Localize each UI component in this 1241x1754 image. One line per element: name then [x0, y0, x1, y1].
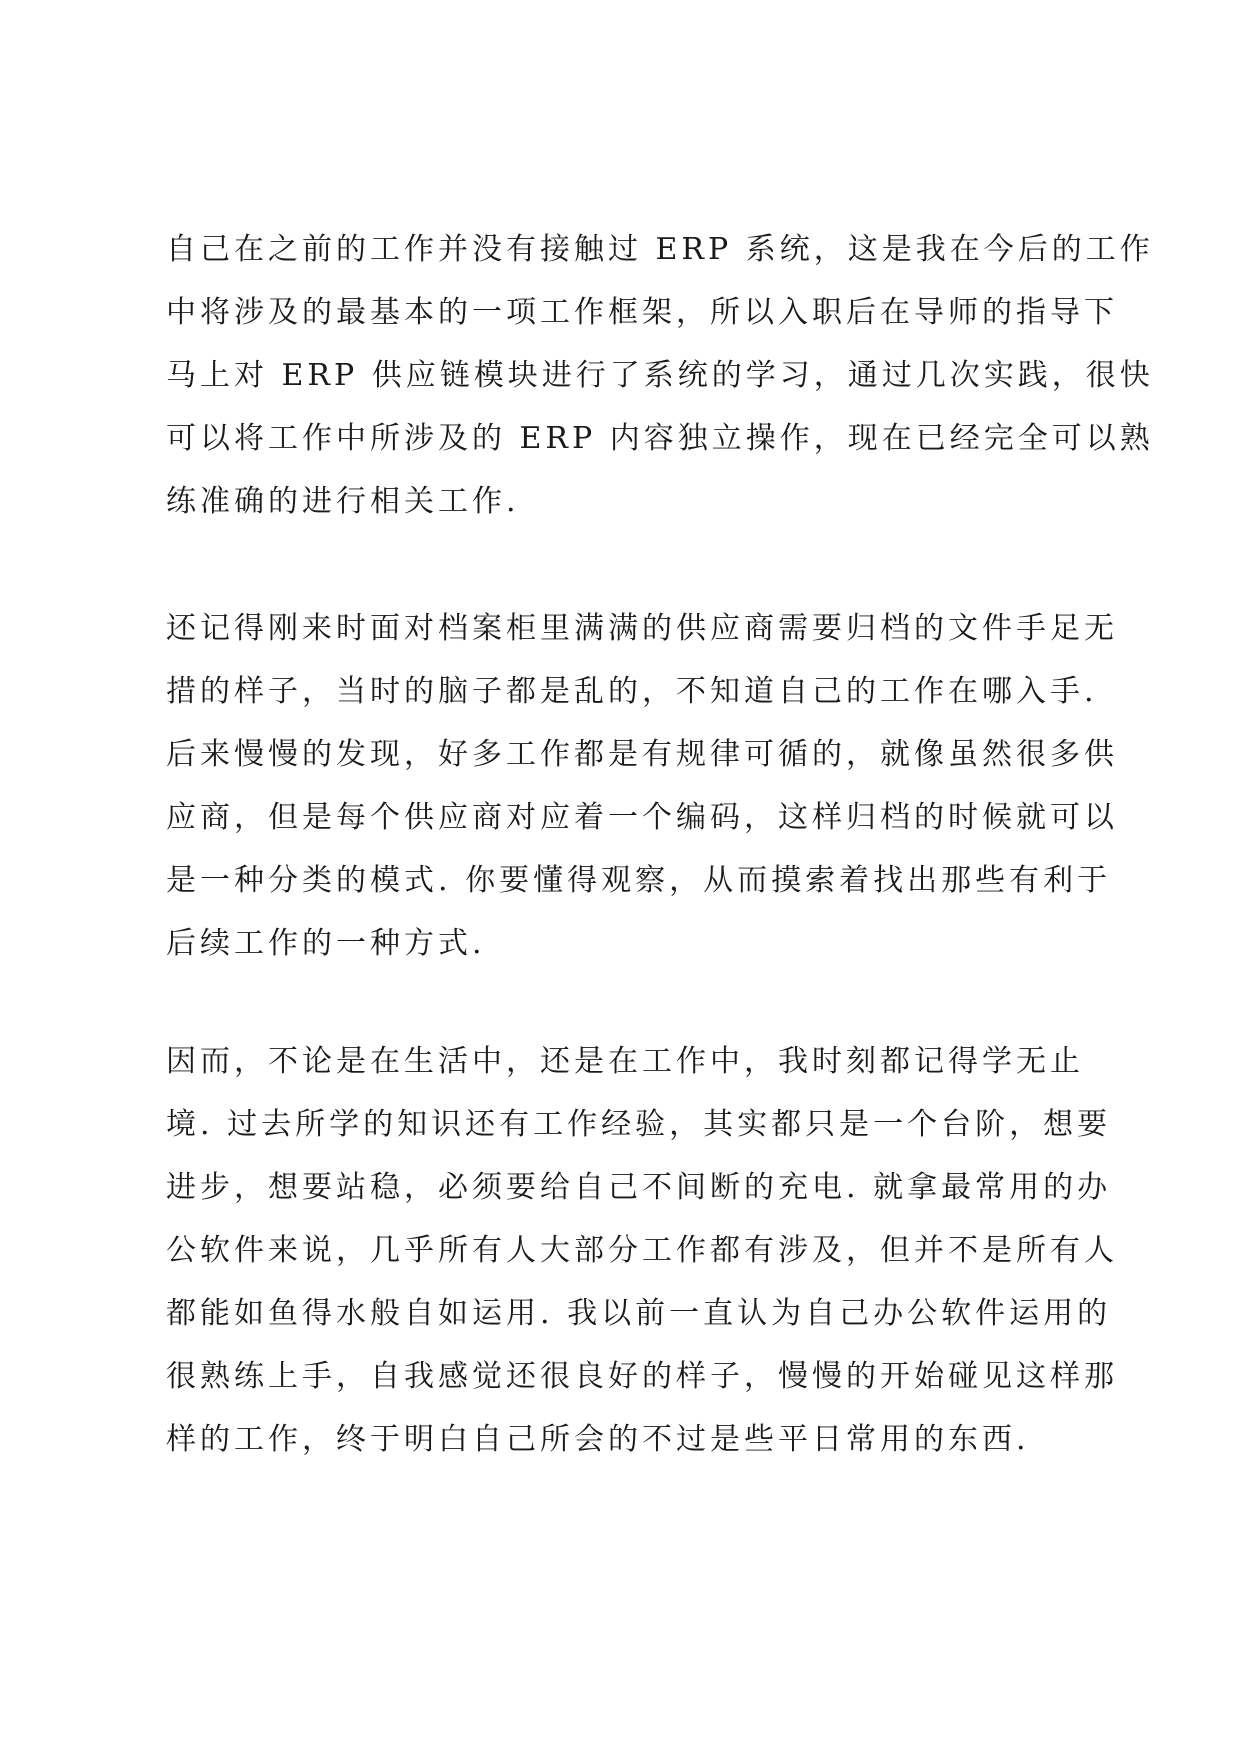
paragraph-line: 样的工作，终于明白自己所会的不过是些平日常用的东西.	[166, 1422, 1030, 1457]
paragraph-line: 很熟练上手，自我感觉还很良好的样子，慢慢的开始碰见这样那	[166, 1359, 1118, 1394]
paragraph-line: 应商，但是每个供应商对应着一个编码，这样归档的时候就可以	[166, 800, 1118, 835]
paragraph-line: 后续工作的一种方式.	[166, 926, 486, 961]
paragraph-line: 还记得刚来时面对档案柜里满满的供应商需要归档的文件手足无	[166, 611, 1118, 646]
paragraph-line: 都能如鱼得水般自如运用. 我以前一直认为自己办公软件运用的	[166, 1296, 1112, 1331]
paragraph-line: 措的样子，当时的脑子都是乱的，不知道自己的工作在哪入手.	[166, 674, 1098, 709]
paragraph-erp-learning	[166, 218, 1154, 533]
paragraph-line: 进步，想要站稳，必须要给自己不间断的充电. 就拿最常用的办	[166, 1170, 1112, 1205]
paragraph-line: 可以将工作中所涉及的 ERP 内容独立操作，现在已经完全可以熟	[166, 421, 1154, 456]
paragraph-supplier-archiving	[166, 597, 1118, 975]
paragraph-line: 因而，不论是在生活中，还是在工作中，我时刻都记得学无止	[166, 1044, 1084, 1079]
paragraph-line: 后来慢慢的发现，好多工作都是有规律可循的，就像虽然很多供	[166, 737, 1118, 772]
paragraph-line: 是一种分类的模式. 你要懂得观察，从而摸索着找出那些有利于	[166, 863, 1112, 898]
paragraph-line: 马上对 ERP 供应链模块进行了系统的学习，通过几次实践，很快	[166, 358, 1154, 393]
paragraph-continuous-learning	[166, 1030, 1118, 1471]
paragraph-line: 中将涉及的最基本的一项工作框架，所以入职后在导师的指导下	[166, 295, 1118, 330]
paragraph-line: 境. 过去所学的知识还有工作经验，其实都只是一个台阶，想要	[166, 1107, 1112, 1142]
paragraph-line: 自己在之前的工作并没有接触过 ERP 系统，这是我在今后的工作	[166, 232, 1154, 267]
paragraph-line: 公软件来说，几乎所有人大部分工作都有涉及，但并不是所有人	[166, 1233, 1118, 1268]
paragraph-line: 练准确的进行相关工作.	[166, 484, 520, 519]
